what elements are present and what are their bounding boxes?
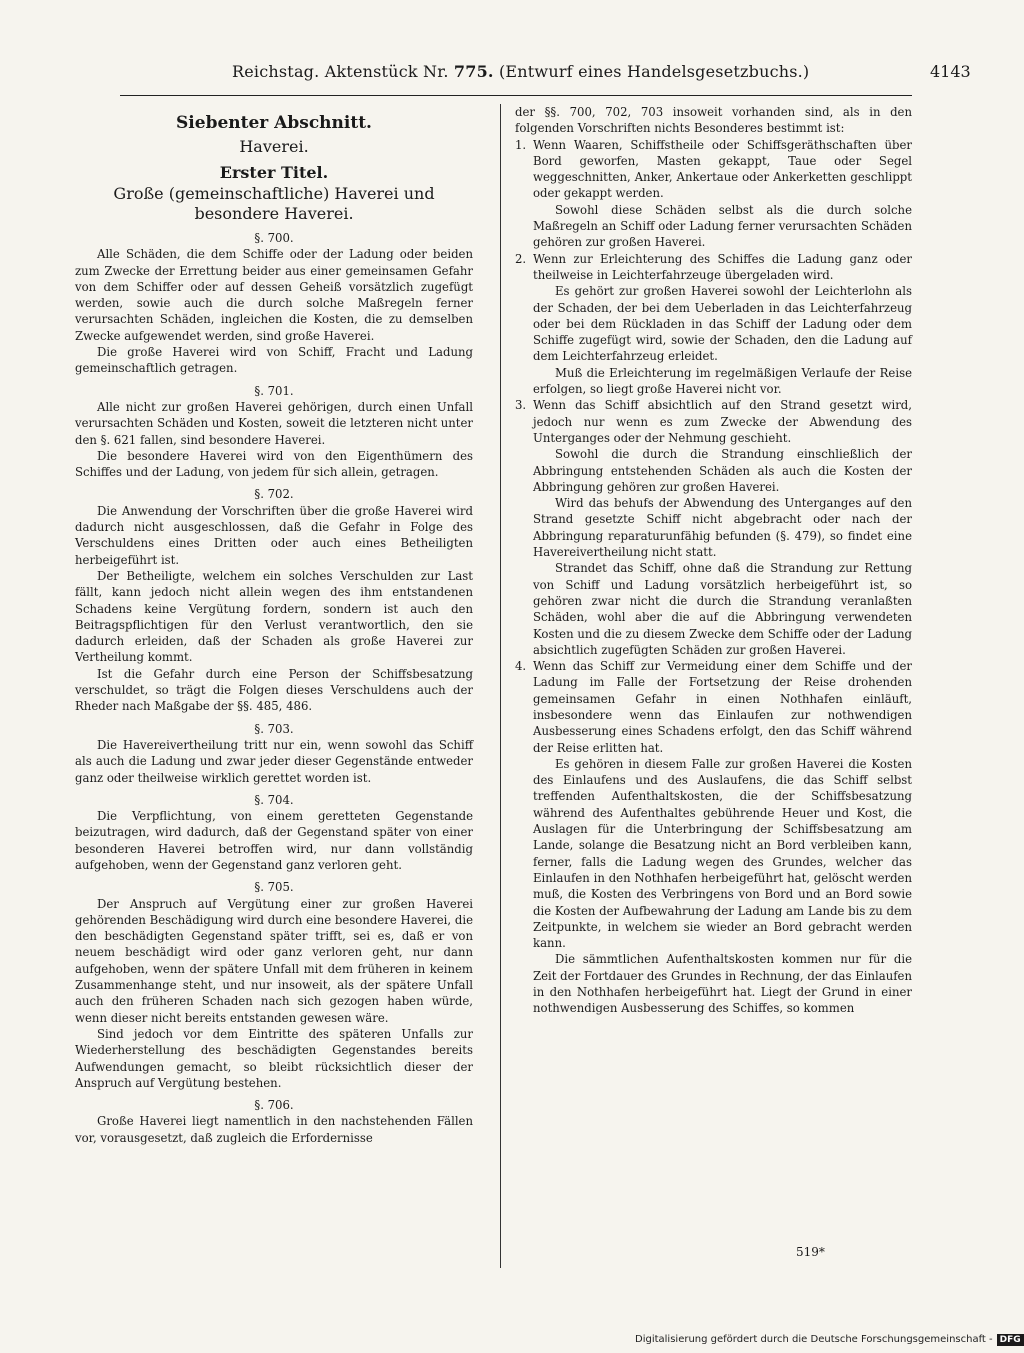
title-subheading: Große (gemeinschaftliche) Haverei und besondere Haverei. — [113, 184, 435, 223]
body-paragraph: Die Anwendung der Vorschriften über die große Haverei wird dadurch nicht ausgeschlossen, daß die Gefahr in Folge des Verschuldens eines Dritten oder auch eines Betheiligten herbeigeführt ist. — [75, 503, 473, 567]
paragraph-number-702: §. 702. — [254, 487, 294, 502]
running-head — [232, 62, 809, 81]
body-paragraph: Die Havereivertheilung tritt nur ein, wenn sowohl das Schiff als auch die Ladung und zwar jeder dieser Gegenstände entweder ganz oder theilweise wirklich gerettet worden ist. — [75, 737, 473, 785]
body-paragraph: Der Betheiligte, welchem ein solches Verschulden zur Last fällt, kann jedoch nicht allein wegen des ihm entstandenen Schadens keine Vergütung fordern, sondern ist auch den Beitragspflichtigen für den Verlust verantwortlich, den sie dadurch erleiden, daß der Schaden als große Haverei zur Vertheilung kommt. — [75, 568, 473, 665]
list-item-paragraph: Es gehört zur großen Haverei sowohl der Leichterlohn als der Schaden, der bei dem Ueberladen in das Leichterfahrzeug oder bei dem Rückladen in das Schiff der Ladung oder dem Schiffe zugefügt wird, sowie der Schaden, den die Ladung auf dem Leichterfahrzeug erleidet. — [533, 284, 912, 364]
page-header — [0, 0, 1000, 81]
body-paragraph: Große Haverei liegt namentlich in den nachstehenden Fällen vor, vorausgesetzt, daß zugleich die Erfordernisse — [75, 1114, 473, 1145]
paragraph-number-703: §. 703. — [254, 721, 294, 736]
list-item-number: 4. — [515, 659, 527, 674]
running-head-a: Reichstag. Aktenstück Nr. — [232, 62, 454, 81]
title-heading: Erster Titel. — [219, 163, 329, 182]
list-item-paragraph: Wenn Waaren, Schiffstheile oder Schiffsgeräthschaften über Bord geworfen, Masten gekappt, Taue oder Segel weggeschnitten, Anker, Ankertaue oder Ankerketten geschlippt oder gekappt werden. — [533, 137, 912, 201]
paragraph-number-706: §. 706. — [254, 1098, 294, 1113]
list-item-paragraph: Wenn das Schiff zur Vermeidung einer dem Schiffe und der Ladung im Falle der Fortsetzung der Reise drohenden gemeinsamen Gefahr in einen Nothhafen einläuft, insbesondere wenn das Einlaufen zur nothwendigen Ausbesserung eines Schadens erfolgt, den das Schiff während der Reise erlitten hat. — [533, 659, 912, 755]
body-paragraph: Ist die Gefahr durch eine Person der Schiffsbesatzung verschuldet, so trägt die Folgen dieses Verschuldens auch der Rheder nach Maßgabe der §§. 485, 486. — [75, 666, 473, 714]
section-heading: Siebenter Abschnitt. — [176, 113, 372, 133]
list-item-body — [533, 251, 912, 398]
list-item-number: 1. — [515, 137, 527, 152]
body-paragraph: Sind jedoch vor dem Eintritte des späteren Unfalls zur Wiederherstellung des beschädigten Gegenstandes bereits Aufwendungen gemacht, so bleibt rücksichtlich dieser der Anspruch auf Vergütung bestehen. — [75, 1026, 473, 1090]
list-item — [515, 251, 912, 398]
dfg-logo: DFG — [997, 1334, 1024, 1346]
list-item-paragraph: Wenn das Schiff absichtlich auf den Strand gesetzt wird, jedoch nur wenn es zum Zwecke der Abwendung des Unterganges oder der Nehmung geschieht. — [533, 398, 912, 445]
list-item-body — [533, 137, 912, 251]
paragraph-number-704: §. 704. — [254, 792, 294, 807]
list-item — [515, 137, 912, 251]
list-item — [515, 397, 912, 658]
list-item-paragraph: Wird das behufs der Abwendung des Unterganges auf den Strand gesetzte Schiff nicht abgebracht oder nach der Abbringung reparaturunfähig befunden (§. 479), so findet eine Havereivertheilung nicht statt. — [533, 496, 912, 560]
section-subheading: Haverei. — [239, 137, 309, 156]
list-item-paragraph: Strandet das Schiff, ohne daß die Strandung zur Rettung von Schiff und Ladung vorsätzlich herbeigeführt ist, so gehören zwar nicht die durch die Strandung veranlaßten Schäden, wohl aber die auf die Abbringung verwendeten Kosten und die zu diesem Zwecke dem Schiffe oder der Ladung absichtlich zugefügten Schäden zur großen Haverei. — [533, 561, 912, 657]
paragraph-number-700: §. 700. — [254, 231, 294, 245]
body-paragraph: Die große Haverei wird von Schiff, Fracht und Ladung gemeinschaftlich getragen. — [75, 345, 473, 376]
list-item-number: 2. — [515, 251, 527, 266]
digitization-footer — [635, 1334, 1021, 1350]
list-item-number: 3. — [515, 398, 527, 413]
list-item — [515, 658, 912, 1017]
sheet-signature: 519* — [796, 1245, 825, 1259]
column-divider — [500, 104, 501, 1268]
body-paragraph: Die Verpflichtung, von einem geretteten Gegenstande beizutragen, wird dadurch, daß der Gegenstand später von einer besonderen Haverei betroffen wird, nur dann vollständig aufgehoben, wenn der Gegenstand ganz verloren geht. — [75, 809, 473, 872]
list-item-body — [533, 397, 912, 658]
body-paragraph: Alle nicht zur großen Haverei gehörigen, durch einen Unfall verursachten Schäden und Kosten, soweit die letzteren nicht unter den §. 621 fallen, sind besondere Haverei. — [75, 399, 473, 447]
body-paragraph: Der Anspruch auf Vergütung einer zur großen Haverei gehörenden Beschädigung wird durch eine besondere Haverei, die den beschädigten Gegenstand später trifft, sei es, daß er von neuem beschädigt wird oder ganz verloren geht, nur dann aufgehoben, wenn der spätere Unfall mit dem früheren in keinem Zusammenhange steht, und nur insoweit, als der spätere Unfall auch den früheren Schaden nach sich gezogen haben würde, wenn dieser nicht bereits entstanden gewesen wäre. — [75, 896, 473, 1025]
paragraph-number-705: §. 705. — [254, 880, 294, 895]
left-column — [75, 104, 473, 1146]
list-item-paragraph: Sowohl die durch die Strandung einschließlich der Abbringung entstehenden Schäden als auch die Kosten der Abbringung gehören zur großen Haverei. — [533, 447, 912, 494]
paragraph-number-701: §. 701. — [254, 383, 294, 398]
right-column — [515, 104, 912, 1017]
continuation-paragraph: der §§. 700, 702, 703 insoweit vorhanden sind, als in den folgenden Vorschriften nichts Besonderes bestimmt ist: — [515, 105, 912, 136]
body-paragraph: Alle Schäden, die dem Schiffe oder der Ladung oder beiden zum Zwecke der Errettung beider aus einer gemeinsamen Gefahr von dem Schiffer oder auf dessen Geheiß vorsätzlich zugefügt werden, sowie auch die durch solche Maßregeln ferner verursachten Schäden, ingleichen die Kosten, die zu demselben Zwecke aufgewendet werden, sind große Haverei. — [75, 247, 473, 343]
list-item-paragraph: Es gehören in diesem Falle zur großen Haverei die Kosten des Einlaufens und des Auslaufens, die das Schiff selbst treffenden Aufenthaltskosten, die der Schiffsbesatzung während des Aufenthaltes gebührende Heuer und Kost, die Auslagen für die Unterbringung der Schiffsbesatzung am Lande, solange die Besatzung nicht an Bord verbleiben kann, ferner, falls die Ladung wegen des Grundes, welcher das Einlaufen in den Nothhafen herbeigeführt hat, gelöscht werden muß, die Kosten des Verbringens von Bord und an Bord sowie die Kosten der Aufbewahrung der Ladung am Lande bis zu dem Zeitpunkte, in welchem sie wieder an Bord gebracht werden kann. — [533, 756, 912, 951]
list-item-paragraph: Muß die Erleichterung im regelmäßigen Verlaufe der Reise erfolgen, so liegt große Haverei nicht vor. — [533, 365, 912, 397]
list-item-paragraph: Sowohl diese Schäden selbst als die durch solche Maßregeln an Schiff oder Ladung ferner verursachten Schäden gehören zur großen Haverei. — [533, 202, 912, 250]
document-number: 775. — [453, 62, 494, 81]
list-item-paragraph: Wenn zur Erleichterung des Schiffes die Ladung ganz oder theilweise in Leichterfahrzeuge übergeladen wird. — [533, 251, 912, 282]
page-number: 4143 — [930, 62, 971, 81]
header-rule — [120, 95, 912, 96]
body-paragraph: Die besondere Haverei wird von den Eigenthümern des Schiffes und der Ladung, von jedem für sich allein, getragen. — [75, 448, 473, 480]
footer-text: Digitalisierung gefördert durch die Deutsche Forschungsgemeinschaft - — [635, 1334, 993, 1345]
running-head-b: (Entwurf eines Handelsgesetzbuchs.) — [493, 62, 810, 81]
list-item-body — [533, 658, 912, 1017]
list-item-paragraph: Die sämmtlichen Aufenthaltskosten kommen nur für die Zeit der Fortdauer des Grundes in Rechnung, der das Einlaufen in den Nothhafen herbeigeführt hat. Liegt der Grund in einer nothwendigen Ausbesserung des Schiffes, so kommen — [533, 952, 912, 1016]
